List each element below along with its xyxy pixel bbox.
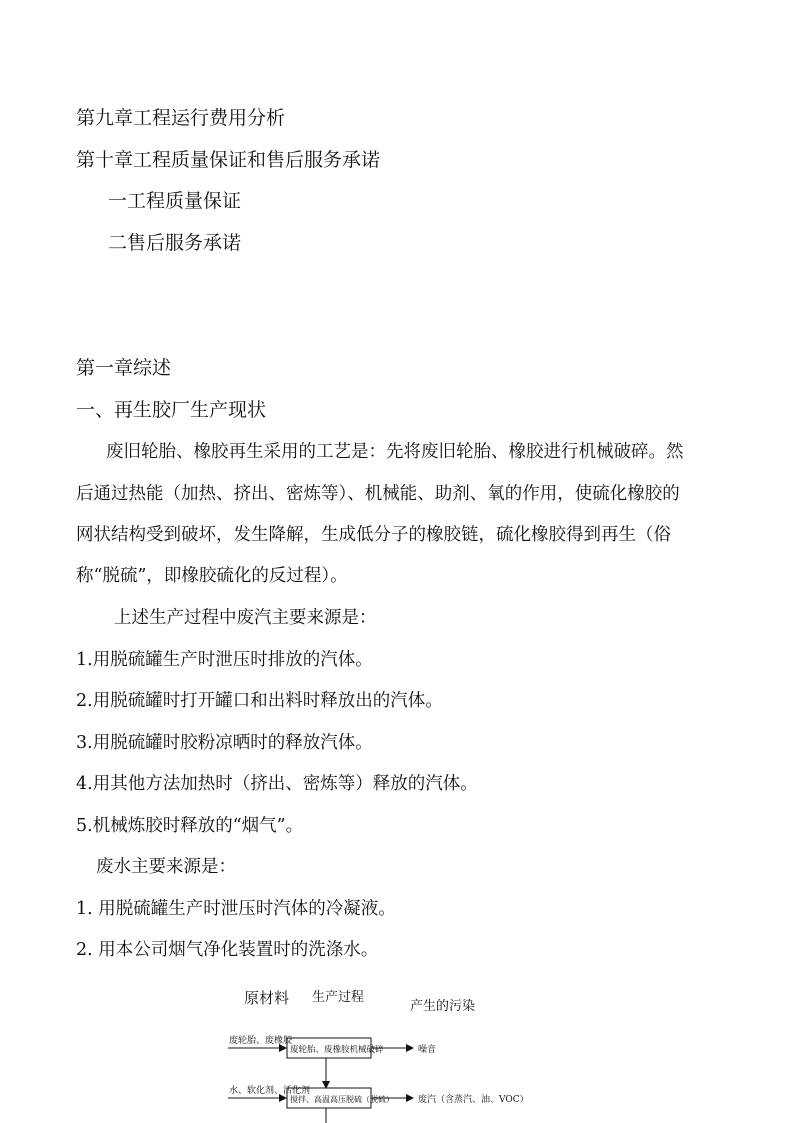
list-item: 3.用脱硫罐时胶粉凉晒时的释放汽体。 [76, 733, 373, 753]
paragraph-line: 称“脱硫”，即橡胶硫化的反过程）。 [76, 566, 348, 586]
row1-input-label: 废轮胎、废橡胶 [229, 1036, 293, 1046]
toc-chapter-10-section-2: 二售后服务承诺 [108, 232, 242, 254]
paragraph-line: 后通过热能（加热、挤出、密炼等）、机械能、助剂、氧的作用，使硫化橡胶的 [76, 484, 680, 504]
list-item: 1.用脱硫罐生产时泄压时排放的汽体。 [76, 650, 373, 670]
list-item: 1. 用脱硫罐生产时泄压时汽体的冷凝液。 [76, 899, 396, 919]
row2-output-label: 废汽（含蒸汽、油、VOC） [418, 1095, 529, 1105]
header-raw-materials: 原材料 [244, 989, 290, 1007]
gas-sources-intro: 上述生产过程中废汽主要来源是： [114, 608, 377, 628]
header-pollution: 产生的污染 [410, 999, 476, 1014]
row1-process-label: 废轮胎、废橡胶机械破碎 [290, 1045, 384, 1055]
header-production-process: 生产过程 [312, 990, 365, 1005]
chapter-title: 第一章综述 [76, 357, 172, 379]
row2-process-label: 搅拌、高温高压脱硫（脱硫） [290, 1095, 394, 1104]
toc-chapter-10: 第十章工程质量保证和售后服务承诺 [76, 149, 381, 171]
paragraph-line: 网状结构受到破坏，发生降解，生成低分子的橡胶链，硫化橡胶得到再生（俗 [76, 525, 671, 545]
section-heading: 一、再生胶厂生产现状 [76, 399, 267, 421]
list-item: 5.机械炼胶时释放的“烟气”。 [76, 816, 304, 836]
list-item: 4.用其他方法加热时（挤出、密炼等）释放的汽体。 [76, 774, 478, 794]
list-item: 2. 用本公司烟气净化装置时的洗涤水。 [76, 940, 379, 960]
row1-output-label: 噪音 [418, 1045, 437, 1055]
water-sources-intro: 废水主要来源是： [96, 857, 236, 877]
toc-chapter-10-section-1: 一工程质量保证 [108, 190, 242, 212]
row2-input-label: 水、软化剂、活化剂 [229, 1086, 311, 1096]
toc-chapter-9: 第九章工程运行费用分析 [76, 107, 286, 129]
list-item: 2.用脱硫罐时打开罐口和出料时释放出的汽体。 [76, 691, 443, 711]
paragraph-line: 废旧轮胎、橡胶再生采用的工艺是：先将废旧轮胎、橡胶进行机械破碎。然 [106, 442, 684, 462]
